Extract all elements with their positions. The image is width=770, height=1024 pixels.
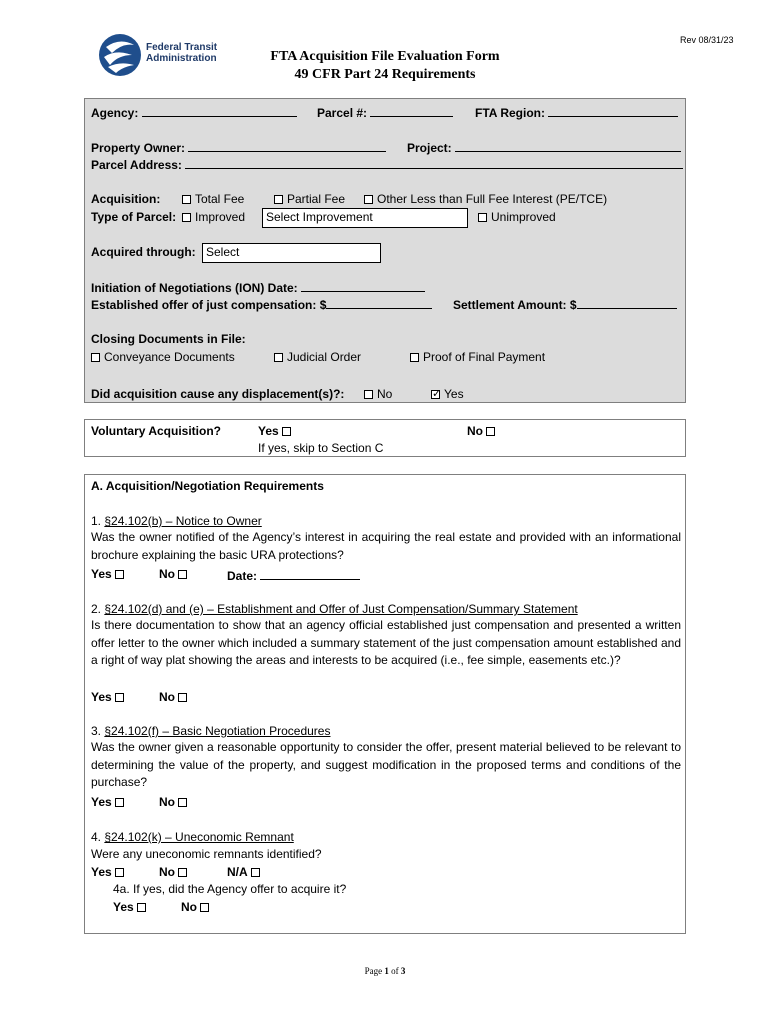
acquired-through-label: Acquired through: [91, 245, 196, 259]
voluntary-no-checkbox[interactable] [486, 427, 495, 436]
project-row: Project: [407, 139, 681, 156]
voluntary-no-option[interactable]: No [467, 424, 499, 439]
region-row: FTA Region: [475, 104, 678, 121]
q3-title: 3. §24.102(f) – Basic Negotiation Procedures [91, 724, 331, 738]
owner-row: Property Owner: [91, 139, 386, 156]
q4-text: Were any uneconomic remnants identified? [91, 847, 322, 861]
acquired-through-select[interactable]: Select [202, 243, 381, 263]
unimproved-checkbox[interactable] [478, 213, 487, 222]
title-line1: FTA Acquisition File Evaluation Form [270, 49, 500, 64]
owner-field[interactable] [188, 139, 386, 152]
voluntary-yes-option[interactable]: Yes [258, 424, 295, 439]
q1-no-checkbox[interactable] [178, 570, 187, 579]
settlement-row: Settlement Amount: $ [453, 296, 677, 313]
voluntary-note: If yes, skip to Section C [258, 441, 384, 455]
q3-yes-checkbox[interactable] [115, 798, 124, 807]
ion-row: Initiation of Negotiations (ION) Date: [91, 279, 425, 296]
improvement-select[interactable]: Select Improvement [262, 208, 468, 228]
voluntary-label: Voluntary Acquisition? [91, 424, 222, 438]
q1-date-field[interactable] [260, 567, 360, 580]
q4a-no-option[interactable]: No [181, 900, 213, 915]
revision-date: Rev 08/31/23 [680, 35, 734, 45]
displacement-label: Did acquisition cause any displacement(s)?: [91, 387, 345, 401]
partial-fee-option[interactable]: Partial Fee [274, 192, 345, 207]
q4a-text: 4a. If yes, did the Agency offer to acquire it? [113, 882, 347, 896]
fta-logo-icon [98, 33, 142, 77]
parcel-row: Parcel #: [317, 104, 453, 121]
other-interest-checkbox[interactable] [364, 195, 373, 204]
total-fee-option[interactable]: Total Fee [182, 192, 244, 207]
region-field[interactable] [548, 104, 678, 117]
q2-yes-option[interactable]: Yes [91, 690, 128, 705]
improved-checkbox[interactable] [182, 213, 191, 222]
q1-date-row: Date: [227, 567, 360, 584]
ion-date-field[interactable] [301, 279, 425, 292]
q4-no-checkbox[interactable] [178, 868, 187, 877]
title-line2: 49 CFR Part 24 Requirements [294, 67, 476, 82]
agency-name-line1: Federal Transit [146, 42, 218, 53]
fta-logo [98, 33, 218, 79]
displacement-yes-checkbox[interactable] [431, 390, 440, 399]
q4a-yes-option[interactable]: Yes [113, 900, 150, 915]
parcel-type-label: Type of Parcel: [91, 210, 177, 224]
q1-yes-checkbox[interactable] [115, 570, 124, 579]
proof-payment-checkbox[interactable] [410, 353, 419, 362]
voluntary-section [84, 419, 686, 457]
section-a-heading: A. Acquisition/Negotiation Requirements [91, 479, 324, 493]
q2-no-option[interactable]: No [159, 690, 191, 705]
q4-title: 4. §24.102(k) – Uneconomic Remnant [91, 830, 294, 844]
form-title [245, 48, 525, 84]
total-fee-checkbox[interactable] [182, 195, 191, 204]
judicial-checkbox[interactable] [274, 353, 283, 362]
other-interest-option[interactable]: Other Less than Full Fee Interest (PE/TCE) [364, 192, 607, 207]
displacement-no-option[interactable]: No [364, 387, 392, 402]
q3-no-checkbox[interactable] [178, 798, 187, 807]
section-a [84, 474, 686, 934]
unimproved-option[interactable]: Unimproved [478, 210, 556, 225]
offer-row: Established offer of just compensation: $ [91, 296, 432, 313]
acquisition-label: Acquisition: [91, 192, 161, 206]
parcel-field[interactable] [370, 104, 453, 117]
displacement-no-checkbox[interactable] [364, 390, 373, 399]
judicial-option[interactable]: Judicial Order [274, 350, 361, 365]
q4-no-option[interactable]: No [159, 865, 191, 880]
proof-payment-option[interactable]: Proof of Final Payment [410, 350, 545, 365]
q1-yes-option[interactable]: Yes [91, 567, 128, 582]
q2-no-checkbox[interactable] [178, 693, 187, 702]
q2-text: Is there documentation to show that an agency official established just compensation and presented a written offer letter to the owner which included a summary statement of the just compensation amount established and a right of way plat showing the areas and interests to be acquired (i.e., fee simple, easements etc.)? [91, 618, 681, 668]
agency-field[interactable] [142, 104, 297, 117]
conveyance-option[interactable]: Conveyance Documents [91, 350, 235, 365]
improved-option[interactable]: Improved [182, 210, 245, 225]
q3-yes-option[interactable]: Yes [91, 795, 128, 810]
displacement-yes-option[interactable]: ✓ Yes [431, 387, 464, 402]
voluntary-yes-checkbox[interactable] [282, 427, 291, 436]
agency-row: Agency: [91, 104, 297, 121]
q4a-yes-checkbox[interactable] [137, 903, 146, 912]
agency-name-line2: Administration [146, 53, 217, 64]
q3-text: Was the owner given a reasonable opportunity to consider the offer, present material believed to be relevant to determining the value of the property, and suggest modification in the proposed terms and conditions of the purchase? [91, 740, 681, 790]
general-info-section [84, 98, 686, 403]
q4-yes-checkbox[interactable] [115, 868, 124, 877]
offer-amount-field[interactable] [326, 296, 432, 309]
q2-yes-checkbox[interactable] [115, 693, 124, 702]
q4-na-option[interactable]: N/A [227, 865, 264, 880]
address-field[interactable] [185, 156, 683, 169]
q4-na-checkbox[interactable] [251, 868, 260, 877]
settlement-amount-field[interactable] [577, 296, 677, 309]
q1-text: Was the owner notified of the Agency’s interest in acquiring the real estate and provided with an informational brochure explaining the basic URA protections? [91, 530, 681, 562]
partial-fee-checkbox[interactable] [274, 195, 283, 204]
conveyance-checkbox[interactable] [91, 353, 100, 362]
q3-no-option[interactable]: No [159, 795, 191, 810]
closing-docs-label: Closing Documents in File: [91, 332, 246, 346]
q2-title: 2. §24.102(d) and (e) – Establishment and Offer of Just Compensation/Summary Statement [91, 602, 578, 616]
q1-title: 1. §24.102(b) – Notice to Owner [91, 514, 262, 528]
q4a-no-checkbox[interactable] [200, 903, 209, 912]
q1-no-option[interactable]: No [159, 567, 191, 582]
page-number: Page 1 of 3 [364, 966, 406, 976]
address-row: Parcel Address: [91, 156, 683, 173]
q4-yes-option[interactable]: Yes [91, 865, 128, 880]
project-field[interactable] [455, 139, 681, 152]
